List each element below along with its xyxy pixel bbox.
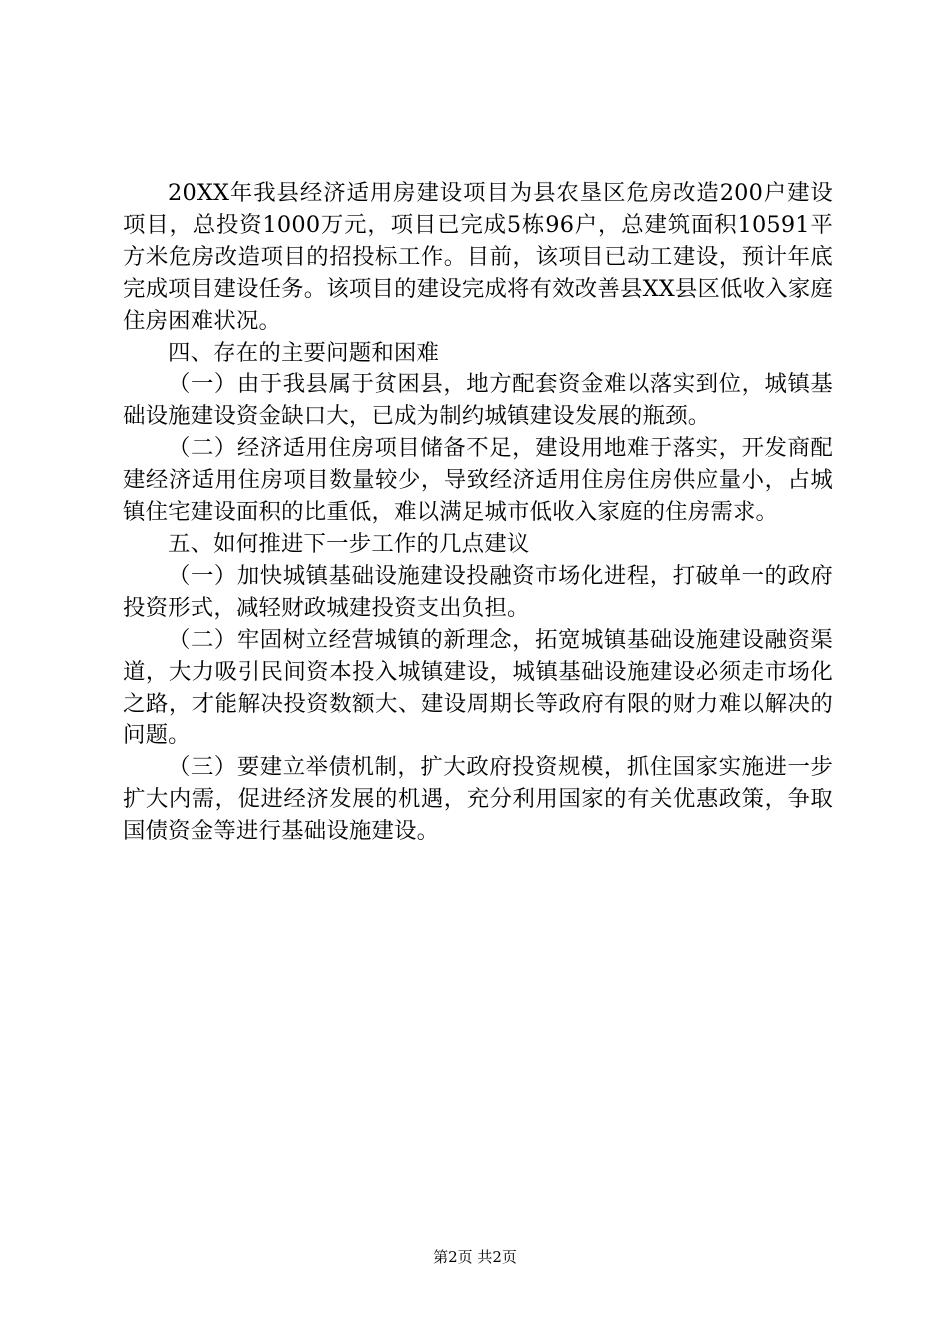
paragraph-problem-1: （一）由于我县属于贫困县，地方配套资金难以落实到位，城镇基础设施建设资金缺口大，已成为制约城镇建设发展的瓶颈。 <box>123 371 833 430</box>
paragraph-housing-project: 20XX年我县经济适用房建设项目为县农垦区危房改造200户建设项目，总投资1000万元，项目已完成5栋96户，总建筑面积10591平方米危房改造项目的招投标工作。目前，该项目已动工建设，预计年底完成项目建设任务。该项目的建设完成将有效改善县XX县区低收入家庭住房困难状况。 <box>123 180 833 334</box>
section-heading-suggestions: 五、如何推进下一步工作的几点建议 <box>168 530 530 557</box>
paragraph-suggestion-2: （二）牢固树立经营城镇的新理念，拓宽城镇基础设施建设融资渠道，大力吸引民间资本投入城镇建设，城镇基础设施建设必须走市场化之路，才能解决投资数额大、建设周期长等政府有限的财力难以解决的问题。 <box>123 626 833 749</box>
page-number-label: 第2页 共2页 <box>433 1248 517 1266</box>
document-body <box>123 178 833 848</box>
paragraph-problem-2: （二）经济适用住房项目储备不足，建设用地难于落实，开发商配建经济适用住房项目数量较少，导致经济适用住房住房供应量小，占城镇住宅建设面积的比重低，难以满足城市低收入家庭的住房需求。 <box>123 435 833 526</box>
paragraph-suggestion-3: （三）要建立举债机制，扩大政府投资规模，抓住国家实施进一步扩大内需，促进经济发展的机遇，充分利用国家的有关优惠政策，争取国债资金等进行基础设施建设。 <box>123 754 833 845</box>
section-heading-problems: 四、存在的主要问题和困难 <box>168 339 440 366</box>
page-footer <box>0 1247 950 1267</box>
paragraph-suggestion-1: （一）加快城镇基础设施建设投融资市场化进程，打破单一的政府投资形式，减轻财政城建投资支出负担。 <box>123 562 833 621</box>
